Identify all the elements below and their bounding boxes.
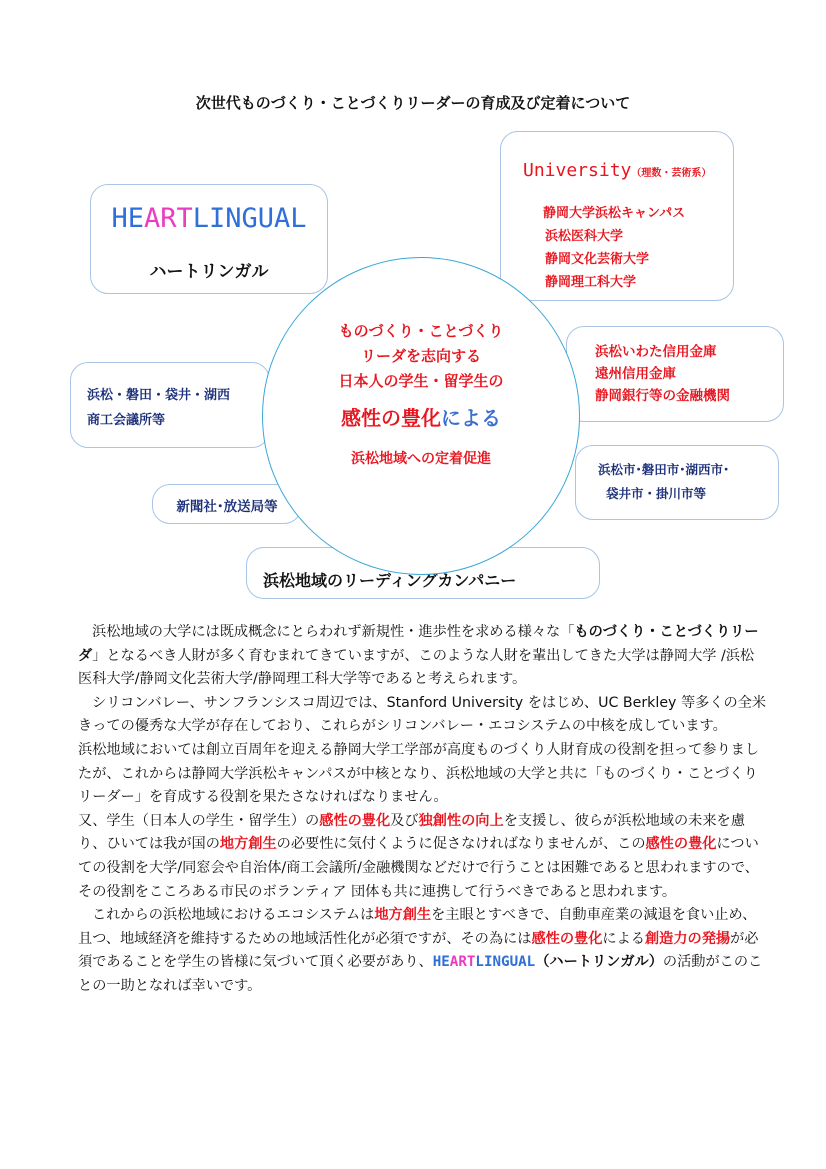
cities-line: 袋井市・掛川市等 <box>606 486 707 501</box>
heartlingual-logo: HEARTLINGUAL <box>111 203 307 234</box>
companies-label: 浜松地域のリーディングカンパニー <box>263 571 517 590</box>
center-line: 浜松地域への定着促進 <box>351 451 491 467</box>
center-line: 日本人の学生・留学生の <box>338 372 504 390</box>
heartlingual-box <box>90 184 328 294</box>
list-item: 遠州信用金庫 <box>595 366 676 382</box>
list-item: 静岡銀行等の金融機関 <box>595 388 730 404</box>
heartlingual-subtitle: ハートリンガル <box>149 262 269 282</box>
university-heading: University（理数・芸術系） <box>523 160 712 181</box>
list-item: 浜松医科大学 <box>545 229 624 244</box>
banks-box <box>566 326 784 422</box>
cities-line: 浜松市･磐田市･湖西市･ <box>598 462 730 477</box>
paragraph: 又、学生（日本人の学生・留学生）の感性の豊化及び独創性の向上を支援し、彼らが浜松地域の未来を慮り、ひいては我が国の地方創生の必要性に気付くように促さなければなりませんが、この感性の豊化についての役割を大学/同窓会や自治体/商工会議所/金融機関などだけで行うことは困難であると思われますので、その役割をこころある市民のボランティア 団体も共に連携して行うべきであると思われます。 <box>78 812 759 900</box>
list-item: 静岡大学浜松キャンパス <box>543 206 686 221</box>
list-item: 静岡理工科大学 <box>545 275 637 290</box>
banks-list <box>595 341 730 407</box>
media-label: 新聞社･放送局等 <box>176 499 278 515</box>
center-line: ものづくり・ことづくり <box>338 322 504 340</box>
paragraph: シリコンバレー、サンフランシスコ周辺では、Stanford University をはじめ、UC Berkley 等多くの全米きっての優秀な大学が存在しており、これらがシリコンバレー・エコシステムの中核を成しています。 <box>78 694 767 735</box>
chamber-box <box>70 362 270 448</box>
paragraph: 浜松地域においては創立百周年を迎える静岡大学工学部が高度ものづくり人財育成の役割を担って参りましたが、これからは静岡大学浜松キャンパスが中核となり、浜松地域の大学と共に「ものづくり・ことづくりリーダー」を育成する役割を果たさなければなりません。 <box>78 741 760 806</box>
page-title: 次世代ものづくり・ことづくりリーダーの育成及び定着について <box>195 94 631 112</box>
center-line-emphasis: 感性の豊化による <box>341 406 501 430</box>
paragraph: 浜松地域の大学には既成概念にとらわれず新規性・進歩性を求める様々な「ものづくり・ことづくりリーダ」となるべき人財が多く育むまれてきていますが、このような人財を輩出してきた大学は静岡大学 /浜松医科大学/静岡文化芸術大学/静岡理工科大学等であると考えられます。 <box>78 624 759 688</box>
heartlingual-inline-logo: HEARTLINGUAL <box>432 954 536 971</box>
cities-box <box>575 445 779 520</box>
list-item: 静岡文化芸術大学 <box>545 252 650 267</box>
center-circle <box>262 257 580 575</box>
center-line: リーダを志向する <box>360 347 481 365</box>
university-box <box>500 131 734 301</box>
paragraph: これからの浜松地域におけるエコシステムは地方創生を主眼とすべきで、自動車産業の減退を食い止め、且つ、地域経済を維持するための地域活性化が必須ですが、その為には感性の豊化による創造力の発揚が必須であることを学生の皆様に気づいて頂く必要があり、HEARTLINGUAL（ハートリンガル）の活動がこのことの一助となれば幸いです。 <box>78 907 763 994</box>
list-item: 浜松いわた信用金庫 <box>595 344 717 360</box>
chamber-line: 浜松・磐田・袋井・湖西 <box>87 388 231 403</box>
body-text <box>78 621 768 999</box>
chamber-line: 商工会議所等 <box>87 413 166 428</box>
university-list <box>543 202 685 294</box>
